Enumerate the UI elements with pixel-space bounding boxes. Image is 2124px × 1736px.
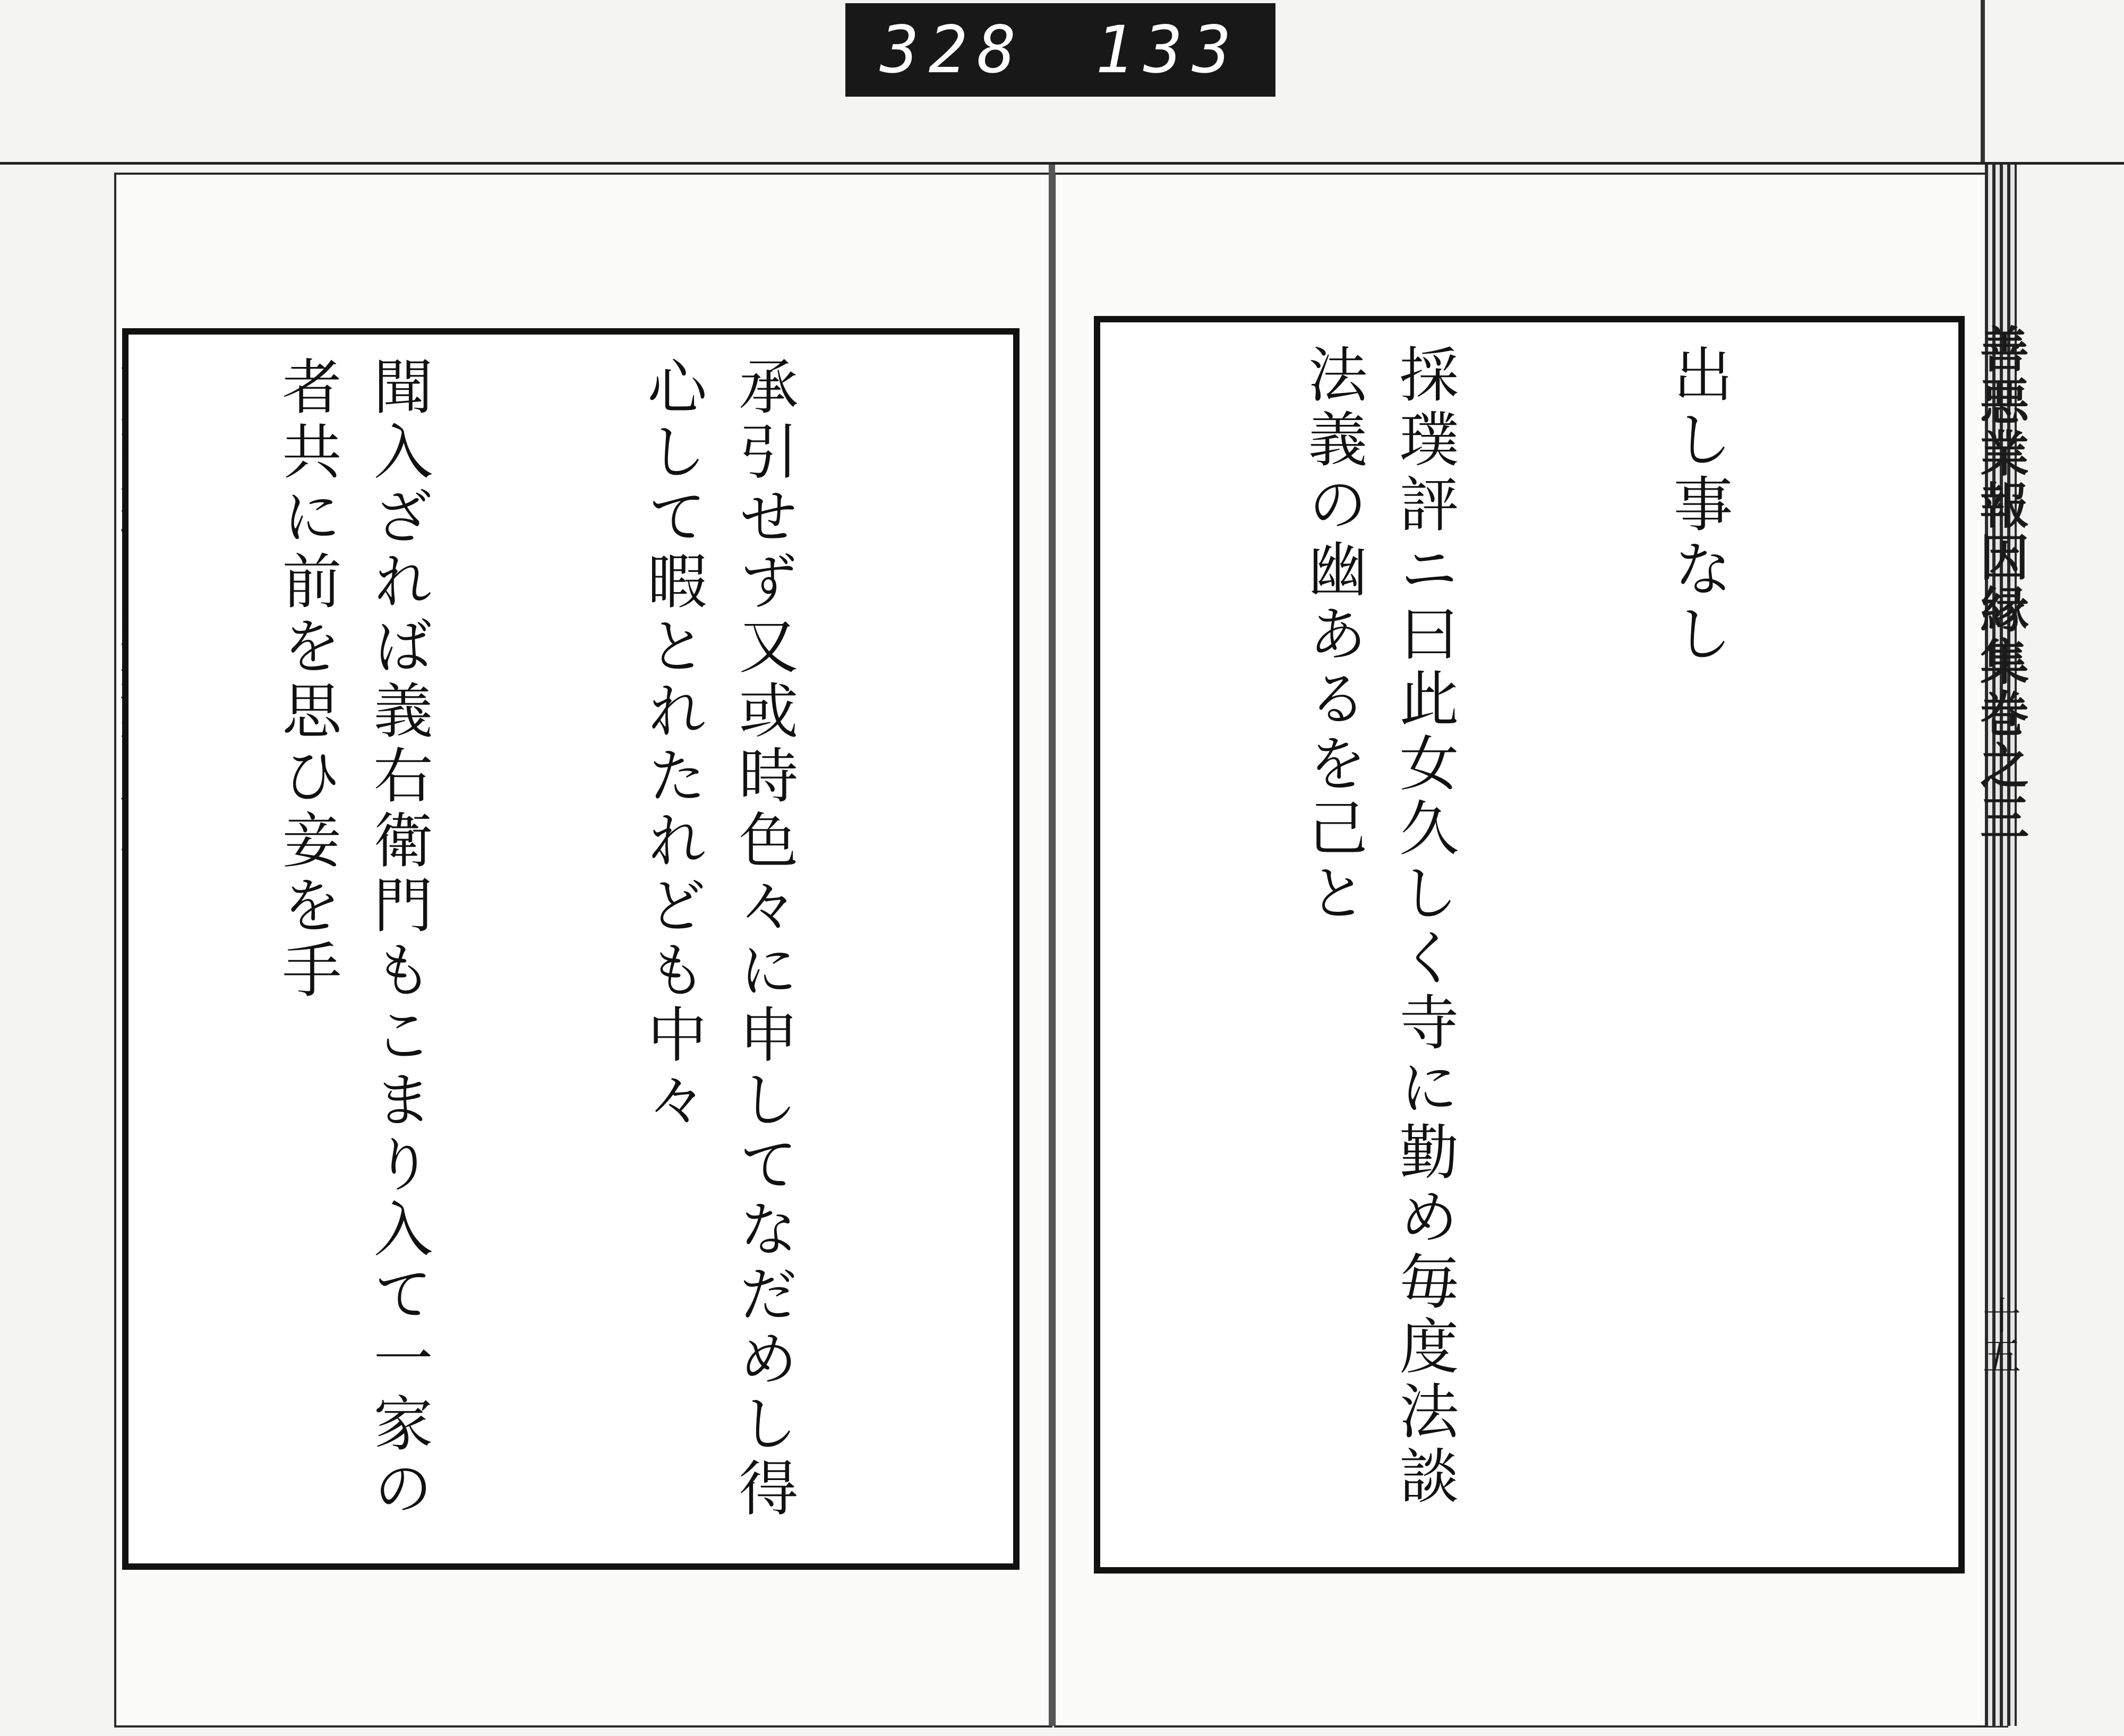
text-line: 採璞評ニ曰此女久しく寺に勤め毎度法談法義の幽あるを己と <box>1298 344 1459 1510</box>
text-line: 聞入ざれば義右衛門もこまり入て一家の者共に前を思ひ妾を手 <box>272 356 433 1522</box>
left-text-frame <box>122 328 1020 1570</box>
archive-label <box>845 3 1275 97</box>
right-margin-title: 善悪業報因縁集巻之三 <box>1972 324 2029 844</box>
text-line: 出し事なし <box>1664 344 1733 668</box>
text-line: 承引せず又或時色々に申してなだめし得心して暇とれたれども中々 <box>638 356 798 1522</box>
book-spine <box>1049 165 1055 1726</box>
top-edge-mark <box>1981 0 1985 162</box>
right-page-number: 十五 <box>1976 1296 2021 1376</box>
archive-number-right: 133 <box>1095 12 1241 88</box>
left-text-block <box>198 356 992 1542</box>
separator-line <box>0 162 2124 165</box>
archive-number-left: 328 <box>880 12 1026 88</box>
right-text-block <box>1121 344 1926 1546</box>
right-text-frame <box>1094 316 1965 1573</box>
